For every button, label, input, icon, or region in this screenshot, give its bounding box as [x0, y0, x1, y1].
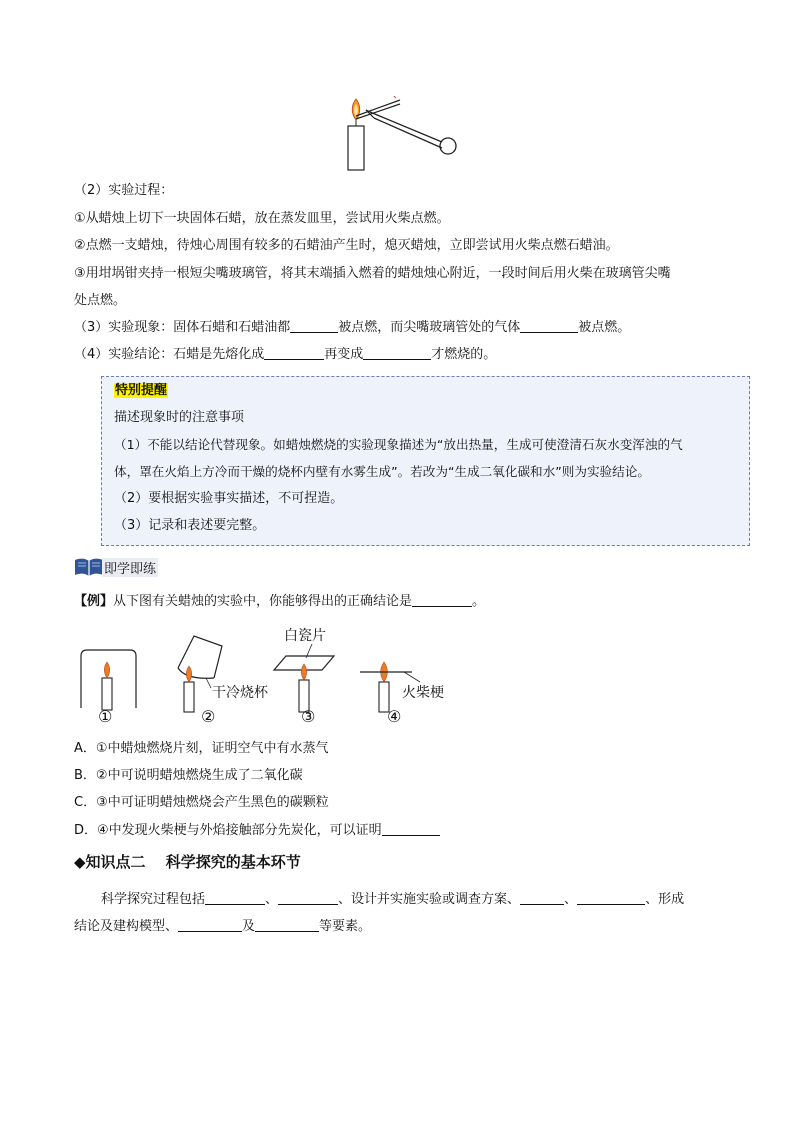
figure-number-1: ① [98, 707, 113, 726]
process-heading: （2）实验过程： [74, 183, 174, 198]
answer-blank[interactable] [520, 318, 578, 333]
conclusion-text-2: 再变成 [324, 347, 364, 362]
example-question-end: 。 [472, 594, 486, 609]
answer-blank[interactable] [278, 890, 338, 905]
option-a: A．①中蜡烛燃烧片刻，证明空气中有水蒸气 [74, 741, 329, 756]
answer-blank[interactable] [178, 917, 242, 932]
label-porcelain: 白瓷片 [284, 628, 326, 644]
section-text-2b: 及 [242, 919, 256, 934]
figure-number-3: ③ [301, 707, 316, 726]
flame-2-shape [186, 666, 191, 682]
section-text-2c: 等要素。 [319, 919, 372, 934]
section-text-1a: 科学探究过程包括 [101, 892, 206, 907]
tip-item-3: （3）记录和表述要完整。 [114, 518, 266, 533]
phenomenon-text-1: （3）实验现象：固体石蜡和石蜡油都 [74, 320, 291, 335]
section-sep-3: 、 [564, 892, 578, 907]
answer-blank[interactable] [382, 821, 440, 836]
phenomenon-text-3: 被点燃。 [578, 320, 631, 335]
open-book-icon [74, 557, 104, 577]
conclusion-text-3: 才燃烧的。 [431, 347, 497, 362]
candle-2-shape [184, 682, 194, 712]
option-d-text: D．④中发现火柴梗与外焰接触部分先炭化，可以证明 [74, 823, 382, 838]
figure-number-2: ② [201, 707, 216, 726]
conclusion-line [74, 345, 496, 365]
tip-title: 特别提醒 [115, 383, 168, 398]
section-sep-2: 、设计并实施实验或调查方案、 [338, 892, 521, 907]
answer-blank[interactable] [255, 917, 319, 932]
process-step-3-line1: ③用坩埚钳夹持一根短尖嘴玻璃管，将其末端插入燃着的蜡烛烛心附近，一段时间后用火柴在玻璃管尖嘴 [74, 266, 671, 281]
option-b: B．②中可说明蜡烛燃烧生成了二氧化碳 [74, 768, 303, 783]
label-cold-beaker: 干冷烧杯 [212, 685, 268, 701]
example-question [74, 592, 485, 612]
phenomenon-line [74, 318, 630, 338]
section-heading [74, 852, 301, 872]
answer-blank[interactable] [412, 592, 472, 607]
example-prefix: 【例】 [74, 594, 114, 609]
tip-item-1-line2: 体，罩在火焰上方冷而干燥的烧杯内壁有水雾生成”。若改为“生成二氧化碳和水”则为实验结论。 [114, 464, 650, 479]
process-step-2: ②点燃一支蜡烛，待烛心周围有较多的石蜡油产生时，熄灭蜡烛，立即尝试用火柴点燃石蜡油。 [74, 238, 619, 253]
cold-beaker-shape [178, 636, 222, 678]
section-text-line1 [101, 890, 684, 910]
section-title: 知识点二 科学探究的基本环节 [85, 853, 301, 871]
answer-blank[interactable] [205, 890, 265, 905]
answer-blank[interactable] [577, 890, 645, 905]
conclusion-text-1: （4）实验结论：石蜡是先熔化成 [74, 347, 265, 362]
diamond-icon: ◆ [74, 853, 86, 871]
section-sep-1: 、 [265, 892, 279, 907]
process-step-1: ①从蜡烛上切下一块固体石蜡，放在蒸发皿里，尝试用火柴点燃。 [74, 211, 450, 226]
label-matchstick: 火柴梗 [402, 685, 444, 701]
bell-jar-shape [81, 650, 136, 708]
answer-blank[interactable] [264, 345, 324, 360]
phenomenon-text-2: 被点燃，而尖嘴玻璃管处的气体 [338, 320, 521, 335]
flame-3-shape [301, 664, 306, 680]
section-text-line2 [74, 917, 371, 937]
special-reminder-box [101, 376, 750, 546]
answer-blank[interactable] [520, 890, 564, 905]
section-text-2a: 结论及建构模型、 [74, 919, 179, 934]
option-d [74, 821, 440, 841]
candle-1-shape [102, 678, 112, 710]
process-step-3-line2: 处点燃。 [74, 293, 127, 308]
answer-blank[interactable] [363, 345, 431, 360]
option-c: C．③中可证明蜡烛燃烧会产生黑色的碳颗粒 [74, 795, 329, 810]
figure-number-4: ④ [387, 707, 402, 726]
section-sep-4: 、形成 [645, 892, 685, 907]
tip-item-1-line1: （1）不能以结论代替现象。如蜡烛燃烧的实验现象描述为“放出热量，生成可使澄清石灰水变浑浊的气 [114, 437, 683, 452]
answer-blank[interactable] [290, 318, 338, 333]
tip-item-2: （2）要根据实验事实描述，不可捏造。 [114, 491, 344, 506]
tip-subtitle: 描述现象时的注意事项 [114, 410, 245, 425]
candle-tongs-figure [330, 96, 460, 172]
practice-banner-label: 即学即练 [102, 558, 158, 577]
flame-1-shape [104, 662, 109, 678]
example-question-text: 从下图有关蜡烛的实验中，你能够得出的正确结论是 [113, 594, 413, 609]
